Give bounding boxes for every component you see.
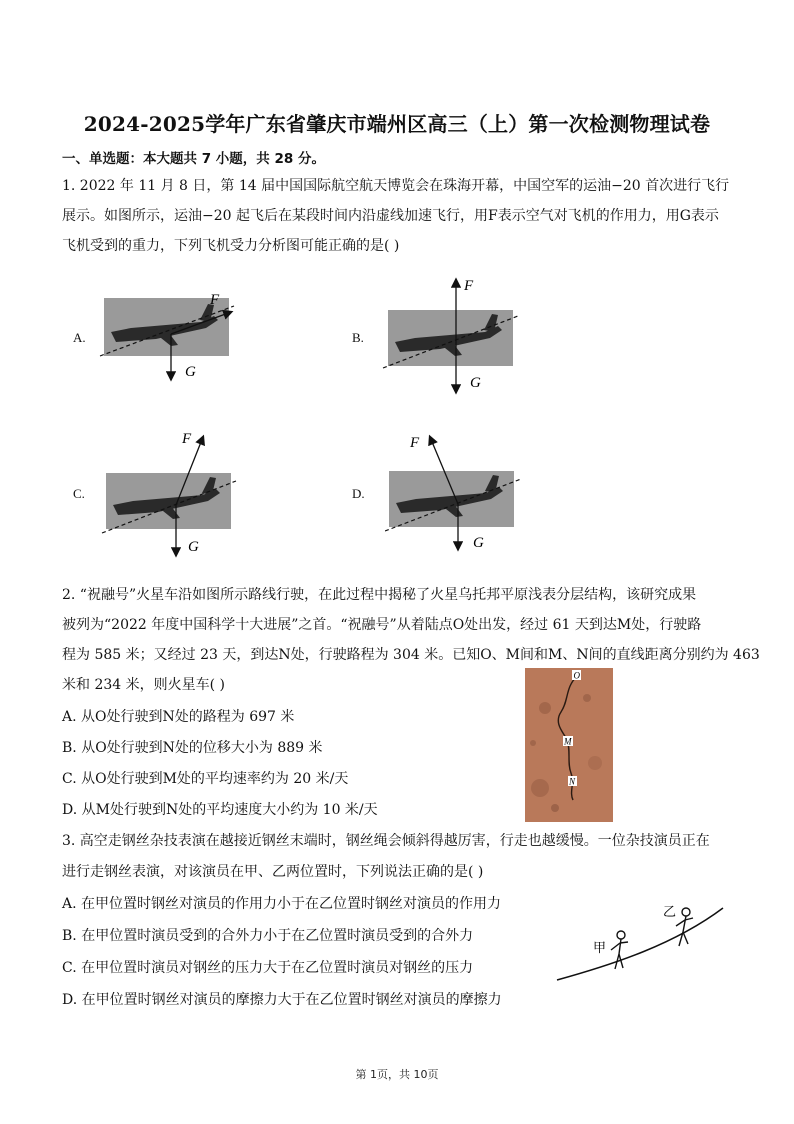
q2-line-1: 2. “祝融号”火星车沿如图所示路线行驶，在此过程中揭秘了火星乌托邦平原浅表分层结构，该研究成果 <box>62 587 697 603</box>
label-jia: 甲 <box>593 941 607 956</box>
q1-figure-b <box>378 270 528 395</box>
force-label: F <box>410 435 420 451</box>
q1-figure-c <box>100 425 250 560</box>
force-label: F <box>182 431 192 447</box>
q3-line-1: 3. 高空走钢丝杂技表演在越接近钢丝末端时，钢丝绳会倾斜得越厉害，行走也越缓慢。一位杂技演员正在 <box>62 833 710 849</box>
q2-option-a: A. 从O处行驶到N处的路程为 697 米 <box>62 709 295 725</box>
q1-option-c-label: C. <box>73 486 85 501</box>
q1-line-1: 1. 2022 年 11 月 8 日，第 14 届中国国际航空航天博览会在珠海开幕，中国空军的运油−20 首次进行飞行 <box>62 178 730 194</box>
q1-option-b-label: B. <box>352 330 364 345</box>
map-label-o: O <box>573 670 580 681</box>
q2-line-3: 程为 585 米；又经过 23 天，到达N处，行驶路程为 304 米。已知O、M间和M、N间的直线距离分别约为 463 <box>62 647 760 663</box>
gravity-label: G <box>188 539 199 555</box>
q3-option-c: C. 在甲位置时演员对钢丝的压力大于在乙位置时演员对钢丝的压力 <box>62 960 474 976</box>
page-number: 第 1页，共 10页 <box>355 1068 439 1081</box>
force-label: F <box>464 278 474 294</box>
q2-line-2: 被列为“2022 年度中国科学十大进展”之首。“祝融号”从着陆点O处出发，经过 61 天到达M处，行驶路 <box>62 617 702 633</box>
tightrope-figure <box>555 892 730 987</box>
gravity-label: G <box>185 364 196 380</box>
q1-line-3: 飞机受到的重力，下列飞机受力分析图可能正确的是( ) <box>62 238 400 254</box>
q2-option-b: B. 从O处行驶到N处的位移大小为 889 米 <box>62 740 323 756</box>
gravity-label: G <box>473 535 484 551</box>
q1-line-2: 展示。如图所示，运油−20 起飞后在某段时间内沿虚线加速飞行，用F表示空气对飞机的作用力，用G表示 <box>62 208 719 224</box>
q2-option-c: C. 从O处行驶到M处的平均速率约为 20 米/天 <box>62 771 349 787</box>
page-title: 2024-2025学年广东省肇庆市端州区高三（上）第一次检测物理试卷 <box>83 112 711 136</box>
force-label: F <box>210 292 220 308</box>
mars-route-map <box>525 668 613 822</box>
q3-option-a: A. 在甲位置时钢丝对演员的作用力小于在乙位置时钢丝对演员的作用力 <box>62 896 502 912</box>
q1-figure-a <box>96 284 246 384</box>
map-label-m: M <box>564 736 572 747</box>
q3-option-d: D. 在甲位置时钢丝对演员的摩擦力大于在乙位置时钢丝对演员的摩擦力 <box>62 992 502 1008</box>
q3-line-2: 进行走钢丝表演，对该演员在甲、乙两位置时，下列说法正确的是( ) <box>62 864 484 880</box>
q1-option-d-label: D. <box>352 486 365 501</box>
steel-wire <box>557 908 723 980</box>
performer-yi <box>676 908 693 946</box>
map-label-n: N <box>569 776 576 787</box>
q1-option-a-label: A. <box>73 330 86 345</box>
q3-option-b: B. 在甲位置时演员受到的合外力小于在乙位置时演员受到的合外力 <box>62 928 474 944</box>
q2-option-d: D. 从M处行驶到N处的平均速度大小约为 10 米/天 <box>62 802 378 818</box>
q2-line-4: 米和 234 米，则火星车( ) <box>62 677 225 693</box>
q1-figure-d <box>385 425 535 560</box>
gravity-label: G <box>470 375 481 391</box>
section-heading: 一、单选题：本大题共 7 小题，共 28 分。 <box>62 151 325 167</box>
label-yi: 乙 <box>663 905 677 920</box>
